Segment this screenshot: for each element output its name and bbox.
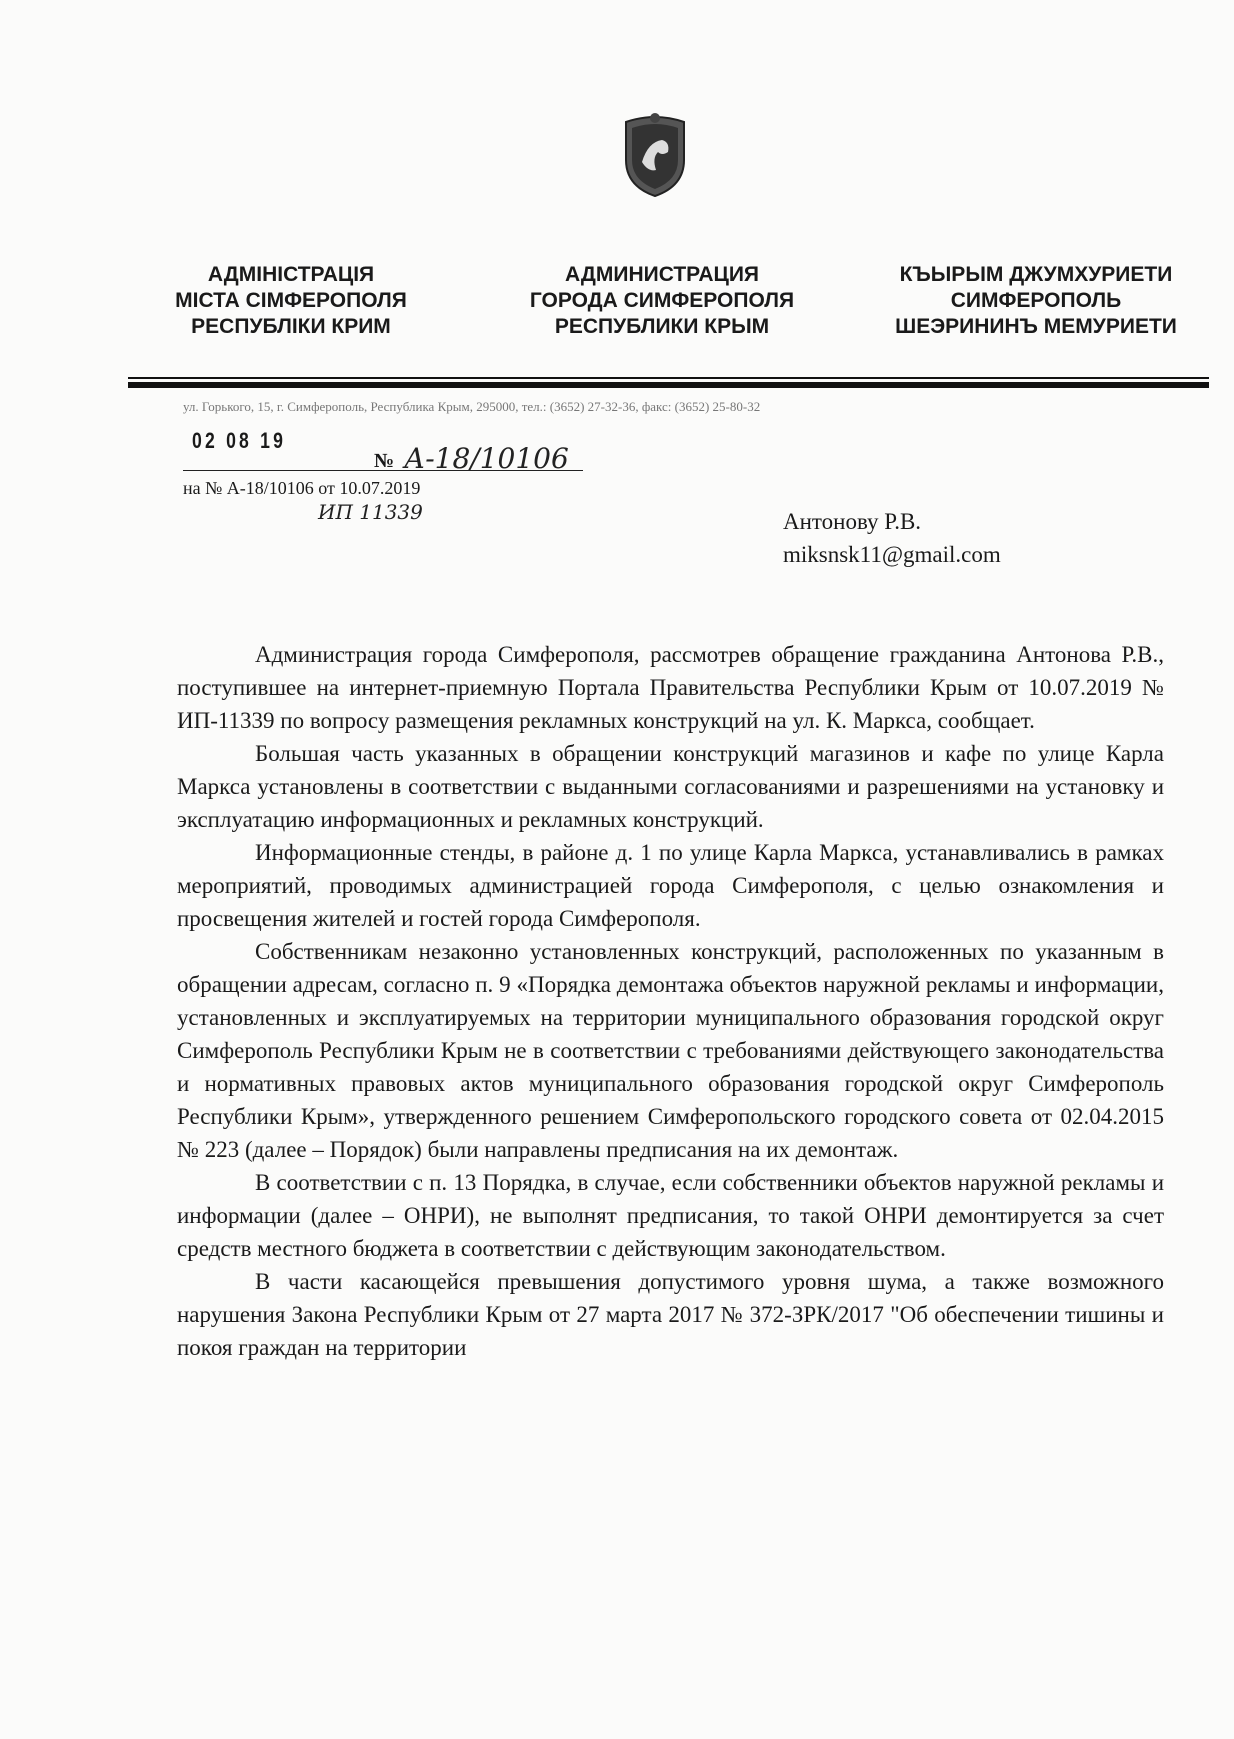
header-line: КЪЫРЫМ ДЖУМХУРИЕТИ [899, 263, 1173, 286]
paragraph: В части касающейся превышения допустимого уровня шума, а также возможного нарушения Закона Республики Крым от 27 марта 2017 № 372-ЗРК/2017 "Об обеспечении тишины и покоя граждан на территории [177, 1269, 1164, 1360]
header-crimean-tatar [866, 262, 1206, 340]
coat-of-arms-emblem [618, 112, 692, 198]
addressee-email: miksnsk11@gmail.com [783, 542, 1001, 567]
number-label: № [374, 450, 395, 472]
header-russian [492, 262, 832, 340]
address-line: ул. Горького, 15, г. Симферополь, Республика Крым, 295000, тел.: (3652) 27-32-36, факс: (3652) 25-80-32 [183, 399, 761, 414]
header-line: АДМІНІСТРАЦІЯ [207, 263, 375, 286]
header-line: РЕСПУБЛІКИ КРИМ [191, 315, 391, 338]
paragraph: Собственникам незаконно установленных конструкций, расположенных по указанным в обращении адресам, согласно п. 9 «Порядка демонтажа объектов наружной рекламы и информации, установленных и эксплуатируемых на территории муниципального образования городской округ Симферополь Республики Крым не в соответствии с требованиями действующего законодательства и нормативных правовых актов муниципального образования городской округ Симферополь Республики Крым», утвержденного решением Симферопольского городского совета от 02.04.2015 № 223 (далее – Порядок) были направлены предписания на их демонтаж. [177, 939, 1164, 1162]
header-line: АДМИНИСТРАЦИЯ [564, 263, 760, 286]
reference-number: на № А-18/10106 от 10.07.2019 [183, 478, 421, 498]
header-line: ШЕЭРИНИНЪ МЕМУРИЕТИ [895, 315, 1177, 338]
paragraph: Большая часть указанных в обращении конструкций магазинов и кафе по улице Карла Маркса установлены в соответствии с выданными согласованиями и разрешениями на установку и эксплуатацию информационных и рекламных конструкций. [177, 741, 1164, 832]
header-line: СИМФЕРОПОЛЬ [950, 289, 1122, 312]
header-line: РЕСПУБЛИКИ КРЫМ [554, 315, 770, 338]
header-ukrainian [121, 262, 461, 340]
date-stamp: 02 08 19 [192, 428, 287, 453]
addressee-name: Антонову Р.В. [783, 509, 922, 534]
header-divider-thick [128, 382, 1209, 388]
header-line: МІСТА СІМФЕРОПОЛЯ [175, 289, 407, 312]
handwritten-note: ИП 11339 [318, 500, 423, 524]
header-divider-thin [128, 377, 1209, 379]
outgoing-number-handwritten: А-18/10106 [404, 442, 569, 475]
paragraph: Администрация города Симферополя, рассмотрев обращение гражданина Антонова Р.В., поступившее на интернет-приемную Портала Правительства Республики Крым от 10.07.2019 № ИП-11339 по вопросу размещения рекламных конструкций на ул. К. Маркса, сообщает. [177, 642, 1164, 733]
letter-body [177, 638, 1164, 1364]
addressee [783, 505, 1001, 571]
header-line: ГОРОДА СИМФЕРОПОЛЯ [529, 289, 795, 312]
paragraph: Информационные стенды, в районе д. 1 по улице Карла Маркса, устанавливались в рамках мероприятий, проводимых администрацией города Симферополя, с целью ознакомления и просвещения жителей и гостей города Симферополя. [177, 840, 1164, 931]
paragraph: В соответствии с п. 13 Порядка, в случае, если собственники объектов наружной рекламы и информации (далее – ОНРИ), не выполнят предписания, то такой ОНРИ демонтируется за счет средств местного бюджета в соответствии с действующим законодательством. [177, 1170, 1164, 1261]
